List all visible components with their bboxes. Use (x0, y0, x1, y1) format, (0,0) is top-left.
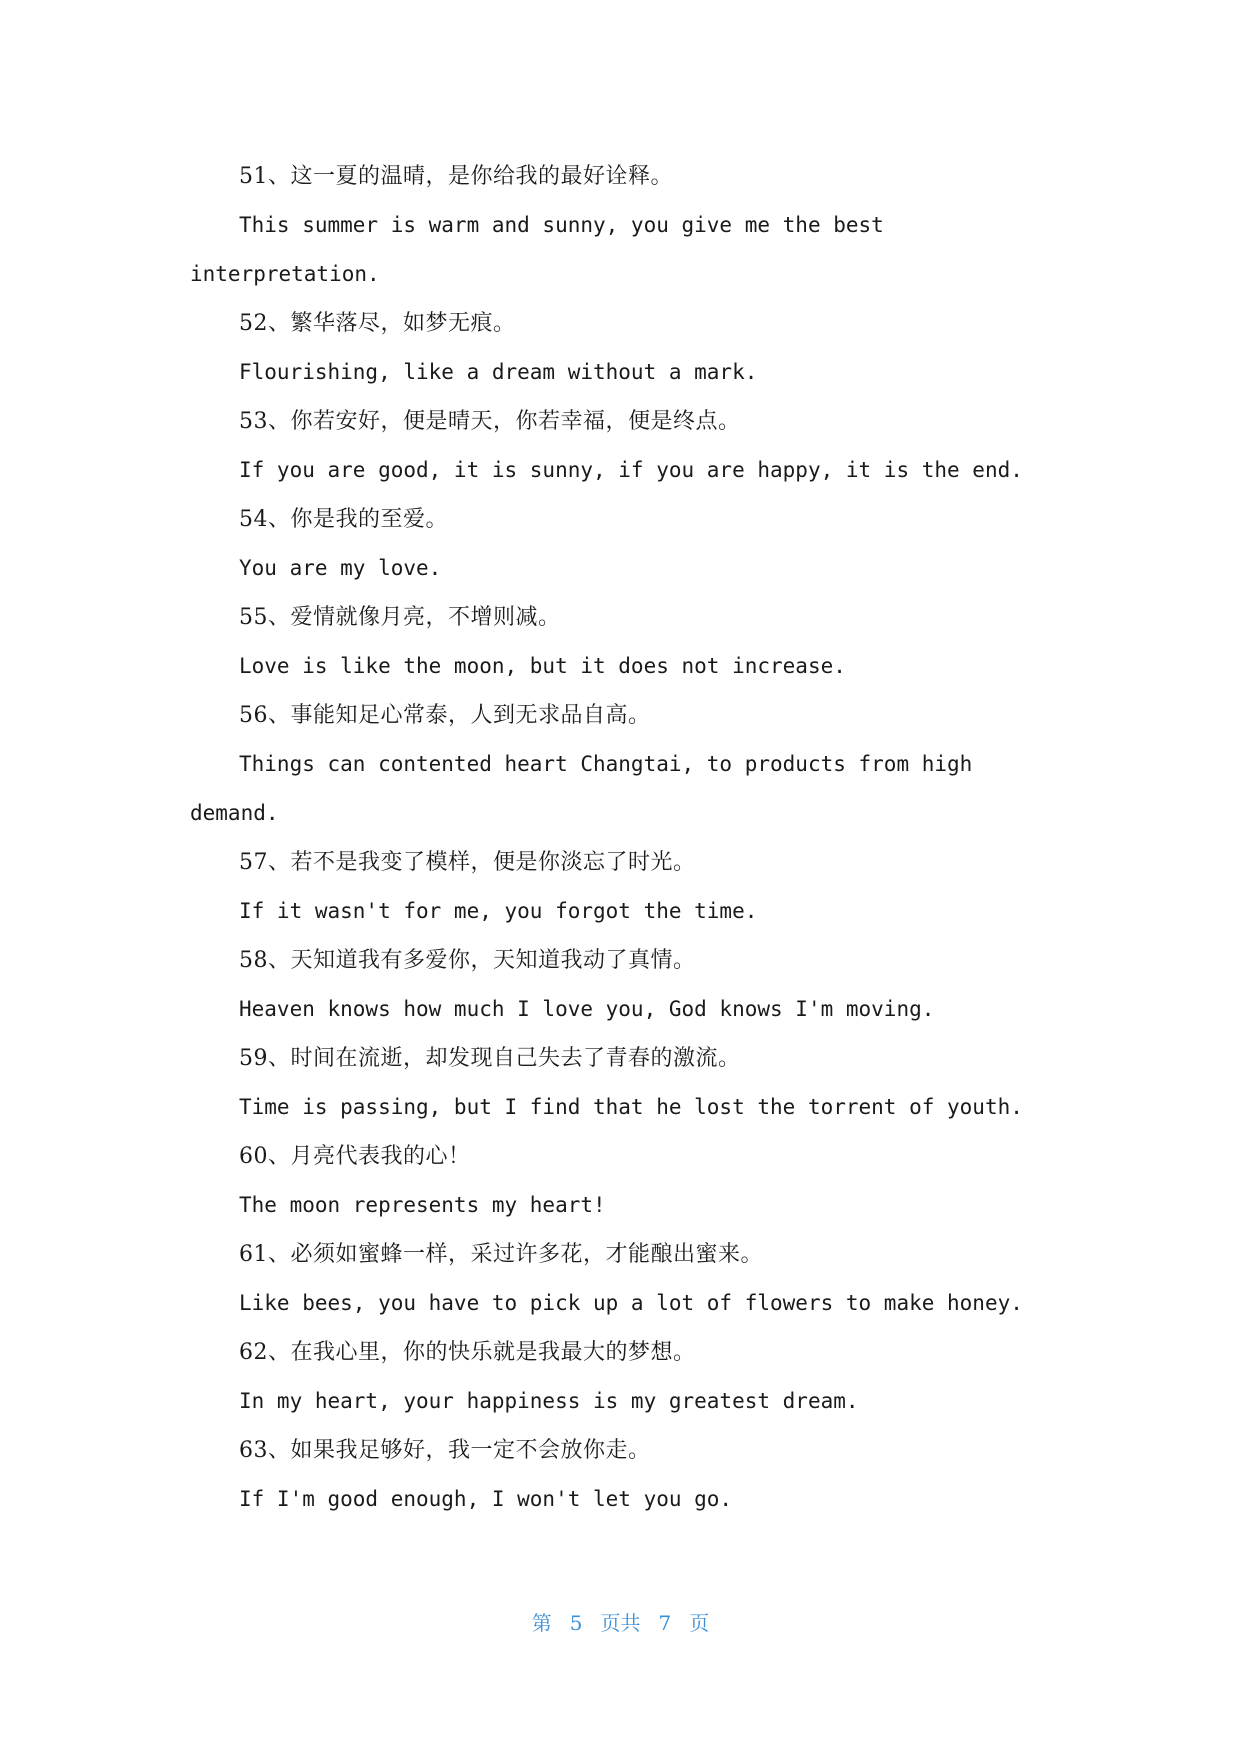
quote-english-line: Love is like the moon, but it does not increase. (239, 654, 846, 678)
quote-chinese-line: 62、在我心里，你的快乐就是我最大的梦想。 (239, 1340, 696, 1365)
quote-english-line: Heaven knows how much I love you, God knows I'm moving. (239, 997, 935, 1021)
quote-english-line: Like bees, you have to pick up a lot of flowers to make honey. (239, 1291, 1023, 1315)
quote-english-line: You are my love. (239, 556, 442, 580)
quote-english-line: In my heart, your happiness is my greatest dream. (239, 1389, 859, 1413)
quote-english-line: The moon represents my heart! (239, 1193, 606, 1217)
quote-chinese-line: 59、时间在流逝，却发现自己失去了青春的激流。 (239, 1046, 741, 1071)
quote-chinese-line: 52、繁华落尽，如梦无痕。 (239, 311, 516, 336)
quote-english-line: If you are good, it is sunny, if you are happy, it is the end. (239, 458, 1023, 482)
footer-current-page: 5 (569, 1611, 583, 1635)
quote-chinese-line: 54、你是我的至爱。 (239, 507, 448, 532)
quote-chinese-line: 51、这一夏的温晴，是你给我的最好诠释。 (239, 164, 673, 189)
quote-chinese-line: 61、必须如蜜蜂一样，采过许多花，才能酿出蜜来。 (239, 1242, 763, 1267)
quote-english-line: If it wasn't for me, you forgot the time. (239, 899, 758, 923)
quote-english-line: This summer is warm and sunny, you give me the best (239, 213, 884, 237)
footer-prefix: 第 (531, 1611, 552, 1635)
quote-chinese-line: 53、你若安好，便是晴天，你若幸福，便是终点。 (239, 409, 741, 434)
quote-chinese-line: 60、月亮代表我的心！ (239, 1144, 471, 1169)
document-body (190, 152, 1023, 1524)
footer-middle: 页共 (600, 1611, 641, 1635)
quote-chinese-line: 56、事能知足心常泰，人到无求品自高。 (239, 703, 651, 728)
quote-english-line: If I'm good enough, I won't let you go. (239, 1487, 733, 1511)
quote-chinese-line: 55、爱情就像月亮，不增则减。 (239, 605, 561, 630)
quote-chinese-line: 58、天知道我有多爱你，天知道我动了真情。 (239, 948, 696, 973)
quote-chinese-line: 57、若不是我变了模样，便是你淡忘了时光。 (239, 850, 696, 875)
quote-english-line: demand. (190, 801, 279, 825)
quote-english-line: Flourishing, like a dream without a mark. (239, 360, 758, 384)
quote-english-line: interpretation. (190, 262, 380, 286)
quote-chinese-line: 63、如果我足够好，我一定不会放你走。 (239, 1438, 651, 1463)
footer-suffix: 页 (689, 1611, 710, 1635)
footer-total-pages: 7 (658, 1611, 672, 1635)
page-footer (0, 1607, 1241, 1636)
quote-english-line: Time is passing, but I find that he lost the torrent of youth. (239, 1095, 1023, 1119)
quote-english-line: Things can contented heart Changtai, to products from high (239, 752, 973, 776)
